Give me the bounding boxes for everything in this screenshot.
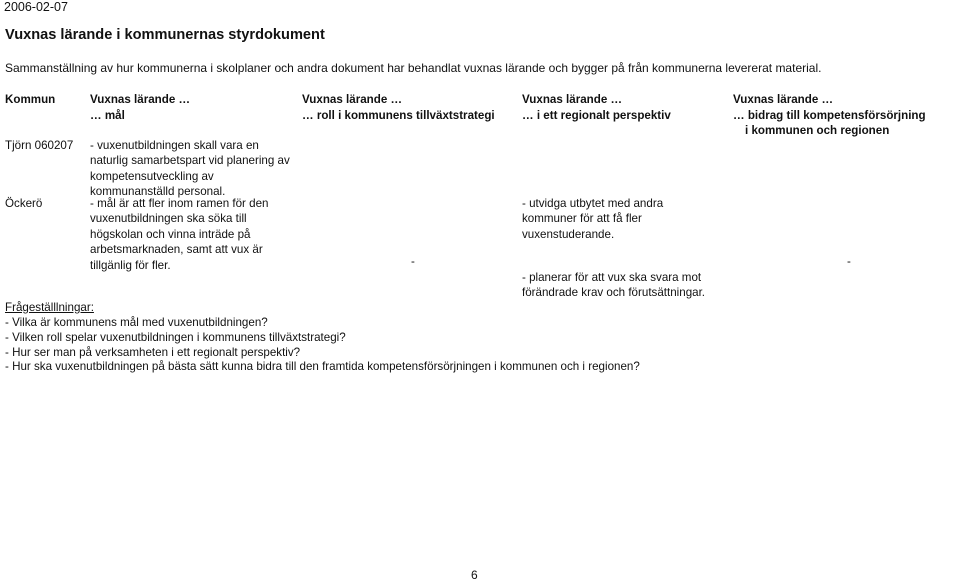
questions-title: Frågeställlningar: bbox=[5, 301, 94, 314]
row-ockero-col3-b bbox=[522, 270, 705, 301]
document-title: Vuxnas lärande i kommunernas styrdokument bbox=[5, 27, 325, 43]
row-ockero-col1-line: högskolan och vinna inträde på bbox=[90, 227, 251, 241]
row-tjorn-kommun: Tjörn 060207 bbox=[5, 139, 74, 152]
row-tjorn-col1-line: - vuxenutbildningen skall vara en bbox=[90, 139, 259, 152]
question-item: - Hur ska vuxenutbildningen på bästa sätt kunna bidra till den framtida kompetensförsörjningen i kommunen och i regionen? bbox=[5, 360, 640, 373]
row-ockero-col1-line: vuxenutbildningen ska söka till bbox=[90, 212, 247, 226]
page-number: 6 bbox=[471, 568, 478, 582]
row-ockero-col3-a bbox=[522, 196, 663, 242]
row-ockero-kommun: Öckerö bbox=[5, 197, 43, 210]
row-ockero-col3-line: - planerar för att vux ska svara mot bbox=[522, 271, 702, 284]
question-item: - Hur ser man på verksamheten i ett regionalt perspektiv? bbox=[5, 346, 301, 359]
row-ockero-col3-line: kommuner för att få fler bbox=[522, 212, 642, 226]
subheader-col3: … i ett regionalt perspektiv bbox=[522, 109, 671, 122]
row-ockero-col3-line: förändrade krav och förutsättningar. bbox=[522, 286, 706, 300]
row-ockero-col2: - bbox=[411, 255, 415, 268]
question-item: - Vilken roll spelar vuxenutbildningen i kommunens tillväxtstrategi? bbox=[5, 331, 346, 344]
row-ockero-col1 bbox=[90, 196, 268, 273]
row-tjorn-col1-line: kommunanställd personal. bbox=[90, 185, 226, 199]
subheader-col2: … roll i kommunens tillväxtstrategi bbox=[302, 109, 495, 122]
header-col2: Vuxnas lärande … bbox=[302, 93, 403, 106]
row-tjorn-col1-line: kompetensutveckling av bbox=[90, 169, 214, 183]
header-col4: Vuxnas lärande … bbox=[733, 93, 834, 106]
row-ockero-col3-line: vuxenstuderande. bbox=[522, 227, 615, 241]
row-ockero-col4: - bbox=[847, 255, 851, 268]
row-tjorn-col1 bbox=[90, 138, 290, 200]
row-ockero-col1-line: tillgänlig för fler. bbox=[90, 258, 171, 272]
header-col1: Vuxnas lärande … bbox=[90, 93, 191, 106]
summary-text: Sammanställning av hur kommunerna i skolplaner och andra dokument har behandlat vuxnas lärande och bygger på från kommunerna levererat material. bbox=[5, 61, 822, 75]
header-col3: Vuxnas lärande … bbox=[522, 93, 623, 106]
row-ockero-col1-line: - mål är att fler inom ramen för den bbox=[90, 197, 269, 210]
header-kommun: Kommun bbox=[5, 93, 56, 106]
subheader-col4-line1: … bidrag till kompetensförsörjning bbox=[733, 109, 926, 122]
question-item: - Vilka är kommunens mål med vuxenutbildningen? bbox=[5, 316, 268, 329]
subheader-col4-line2: i kommunen och regionen bbox=[745, 124, 890, 137]
row-tjorn-col1-line: naturlig samarbetspart vid planering av bbox=[90, 154, 290, 168]
row-ockero-col1-line: arbetsmarknaden, samt att vux är bbox=[90, 243, 263, 257]
row-ockero-col3-line: - utvidga utbytet med andra bbox=[522, 197, 664, 210]
subheader-col1: … mål bbox=[90, 109, 125, 122]
document-date: 2006-02-07 bbox=[4, 0, 68, 14]
